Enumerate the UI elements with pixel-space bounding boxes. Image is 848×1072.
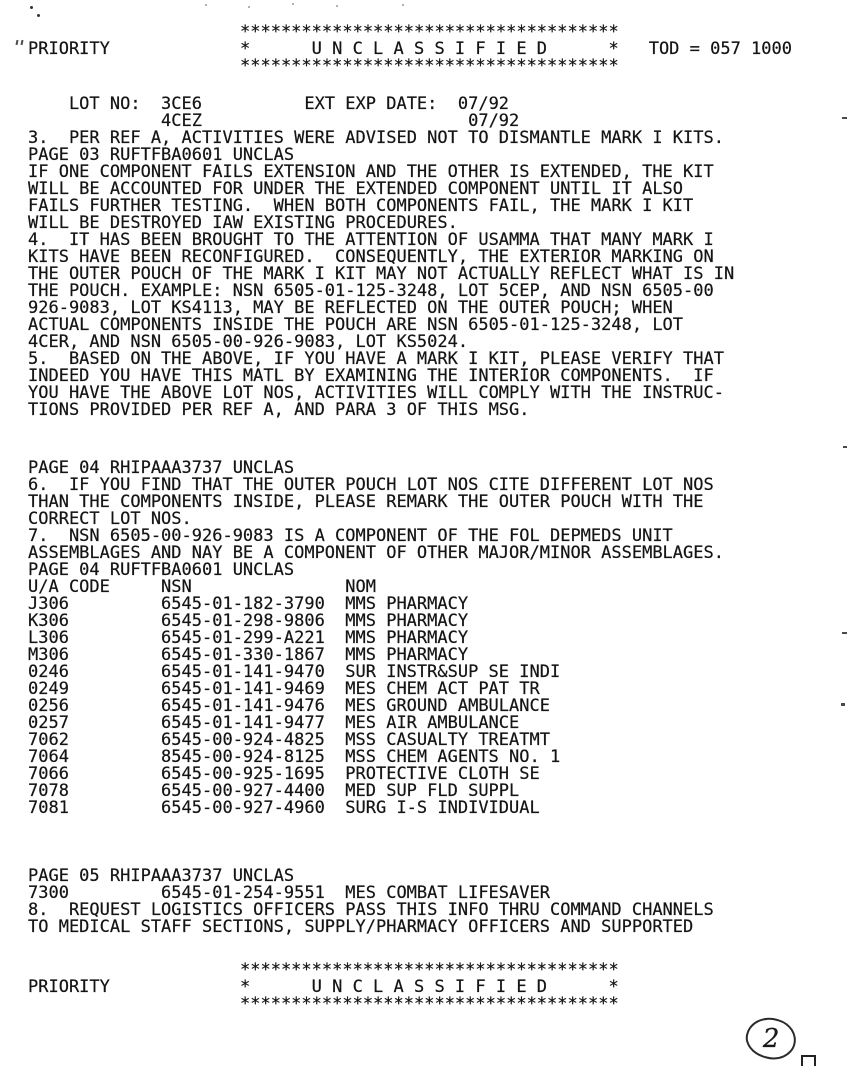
priority-marking-footer: PRIORITY [28, 977, 110, 997]
table-cell: MMS PHARMACY [345, 628, 469, 648]
table-cell: 6545-01-141-9476 [161, 696, 325, 716]
text-line: LOT NO: 3CE6 EXT EXP DATE: 07/92 [28, 94, 510, 114]
text-line: PAGE 04 RUFTFBA0601 UNCLAS [28, 560, 295, 580]
text-line: FAILS FURTHER TESTING. WHEN BOTH COMPONENTS FAIL, THE MARK I KIT [28, 196, 694, 216]
scan-speck [205, 4, 207, 6]
text-line: ACTUAL COMPONENTS INSIDE THE POUCH ARE NSN 6505-01-125-3248, LOT [28, 315, 684, 335]
edge-mark [841, 703, 845, 706]
text-line: 4CER, AND NSN 6505-00-926-9083, LOT KS5024. [28, 332, 469, 352]
table-cell: 6545-00-924-4825 [161, 730, 325, 750]
text-line: 3. PER REF A, ACTIVITIES WERE ADVISED NOT TO DISMANTLE MARK I KITS. [28, 128, 724, 148]
table-cell: 8545-00-924-8125 [161, 747, 325, 767]
table-cell: 0256 [28, 696, 69, 716]
text-line: THE POUCH. EXAMPLE: NSN 6505-01-125-3248, LOT 5CEP, AND NSN 6505-00 [28, 281, 714, 301]
table-cell: 6545-01-141-9470 [161, 662, 325, 682]
corner-registration-mark [801, 1055, 816, 1066]
banner-stars-top: ************************************* [240, 960, 619, 980]
table-cell: 0249 [28, 679, 69, 699]
text-line: ASSEMBLAGES AND NAY BE A COMPONENT OF OTHER MAJOR/MINOR ASSEMBLAGES. [28, 543, 724, 563]
scan-speck [292, 3, 294, 5]
table-cell: 6545-00-927-4960 [161, 798, 325, 818]
page-05-text [28, 902, 848, 936]
table-cell: U/A CODE [28, 577, 110, 597]
page-05-heading: PAGE 05 RHIPAAA3737 UNCLAS [28, 866, 295, 886]
text-line: 7. NSN 6505-00-926-9083 IS A COMPONENT OF THE FOL DEPMEDS UNIT [28, 526, 673, 546]
text-line: IF ONE COMPONENT FAILS EXTENSION AND THE OTHER IS EXTENDED, THE KIT [28, 162, 714, 182]
table-cell: 6545-01-182-3790 [161, 594, 325, 614]
text-line: PAGE 03 RUFTFBA0601 UNCLAS [28, 145, 295, 165]
page-04-section [28, 460, 848, 579]
table-cell: NSN [161, 577, 192, 597]
table-cell: 6545-00-925-1695 [161, 764, 325, 784]
text-line: 8. REQUEST LOGISTICS OFFICERS PASS THIS INFO THRU COMMAND CHANNELS [28, 900, 714, 920]
message-header [28, 24, 848, 75]
scan-speck [248, 6, 250, 8]
table-cell: 0246 [28, 662, 69, 682]
page-number-text: 2 [762, 1023, 780, 1054]
table-cell: 6545-00-927-4400 [161, 781, 325, 801]
table-cell: MMS PHARMACY [345, 645, 469, 665]
table-cell: MES COMBAT LIFESAVER [345, 883, 550, 903]
table-cell: J306 [28, 594, 69, 614]
lot-number-block [28, 96, 848, 130]
table-cell: 6545-01-141-9469 [161, 679, 325, 699]
table-cell: MSS CHEM AGENTS NO. 1 [345, 747, 561, 767]
table-cell: MES GROUND AMBULANCE [345, 696, 550, 716]
table-cell: 6545-01-254-9551 [161, 883, 325, 903]
text-line: 4. IT HAS BEEN BROUGHT TO THE ATTENTION OF USAMMA THAT MANY MARK I [28, 230, 714, 250]
edge-mark [842, 632, 847, 634]
text-line: 5. BASED ON THE ABOVE, IF YOU HAVE A MARK I KIT, PLEASE VERIFY THAT [28, 349, 724, 369]
table-cell: 6545-01-298-9806 [161, 611, 325, 631]
text-line: 926-9083, LOT KS4113, MAY BE REFLECTED ON THE OUTER POUCH; WHEN [28, 298, 673, 318]
table-cell: L306 [28, 628, 69, 648]
classification-banner-footer [240, 962, 619, 1013]
table-cell: 7062 [28, 730, 69, 750]
table-cell: MMS PHARMACY [345, 594, 469, 614]
edge-mark [842, 117, 847, 119]
page-05-section [28, 868, 848, 936]
priority-marking: PRIORITY [28, 39, 110, 59]
scan-speck [336, 5, 338, 7]
table-cell: MES CHEM ACT PAT TR [345, 679, 540, 699]
assemblage-table [28, 579, 848, 817]
table-cell: SUR INSTR&SUP SE INDI [345, 662, 561, 682]
table-cell: 0257 [28, 713, 69, 733]
banner-stars-top: ************************************* [240, 22, 619, 42]
text-line: CORRECT LOT NOS. [28, 509, 192, 529]
text-line: THAN THE COMPONENTS INSIDE, PLEASE REMARK THE OUTER POUCH WITH THE [28, 492, 704, 512]
table-cell: 6545-01-299-A221 [161, 628, 325, 648]
text-line: 6. IF YOU FIND THAT THE OUTER POUCH LOT NOS CITE DIFFERENT LOT NOS [28, 475, 714, 495]
paragraphs-3-5 [28, 130, 848, 419]
text-line: WILL BE DESTROYED IAW EXISTING PROCEDURES. [28, 213, 458, 233]
table-cell: MES AIR AMBULANCE [345, 713, 520, 733]
message-footer [28, 962, 848, 1013]
table-cell: 7064 [28, 747, 69, 767]
text-line: 4CEZ 07/92 [28, 111, 520, 131]
table-cell: SURG I-S INDIVIDUAL [345, 798, 540, 818]
table-cell: 7300 [28, 883, 69, 903]
text-line: KITS HAVE BEEN RECONFIGURED. CONSEQUENTLY, THE EXTERIOR MARKING ON [28, 247, 714, 267]
classification-banner [240, 24, 619, 75]
table-cell: MSS CASUALTY TREATMT [345, 730, 550, 750]
handwritten-page-number [741, 1012, 800, 1065]
banner-stars-bottom: ************************************* [240, 56, 619, 76]
table-cell: M306 [28, 645, 69, 665]
table-cell: 6545-01-141-9477 [161, 713, 325, 733]
table-cell: 7078 [28, 781, 69, 801]
text-line: THE OUTER POUCH OF THE MARK I KIT MAY NOT ACTUALLY REFLECT WHAT IS IN [28, 264, 735, 284]
table-cell: NOM [345, 577, 376, 597]
tod-timestamp: TOD = 057 1000 [648, 39, 792, 59]
classification-title: * U N C L A S S I F I E D * [240, 39, 619, 59]
text-line: PAGE 04 RHIPAAA3737 UNCLAS [28, 458, 295, 478]
table-cell: MED SUP FLD SUPPL [345, 781, 520, 801]
table-row [28, 800, 848, 817]
scan-speck [402, 4, 404, 6]
table-cell: 6545-01-330-1867 [161, 645, 325, 665]
table-cell: PROTECTIVE CLOTH SE [345, 764, 540, 784]
table-cell: MMS PHARMACY [345, 611, 469, 631]
text-line: TIONS PROVIDED PER REF A, AND PARA 3 OF THIS MSG. [28, 400, 530, 420]
table-cell: 7081 [28, 798, 69, 818]
text-line: INDEED YOU HAVE THIS MATL BY EXAMINING THE INTERIOR COMPONENTS. IF [28, 366, 714, 386]
text-line: WILL BE ACCOUNTED FOR UNDER THE EXTENDED COMPONENT UNTIL IT ALSO [28, 179, 684, 199]
scan-speck [37, 14, 40, 17]
table-cell: 7066 [28, 764, 69, 784]
scan-mark [16, 40, 19, 45]
classification-title: * U N C L A S S I F I E D * [240, 977, 619, 997]
text-line: TO MEDICAL STAFF SECTIONS, SUPPLY/PHARMACY OFFICERS AND SUPPORTED [28, 917, 694, 937]
table-cell: K306 [28, 611, 69, 631]
scan-speck [30, 6, 33, 9]
scan-mark [21, 40, 24, 45]
text-line: YOU HAVE THE ABOVE LOT NOS, ACTIVITIES WILL COMPLY WITH THE INSTRUC- [28, 383, 724, 403]
banner-stars-bottom: ************************************* [240, 994, 619, 1014]
edge-mark [843, 446, 847, 448]
